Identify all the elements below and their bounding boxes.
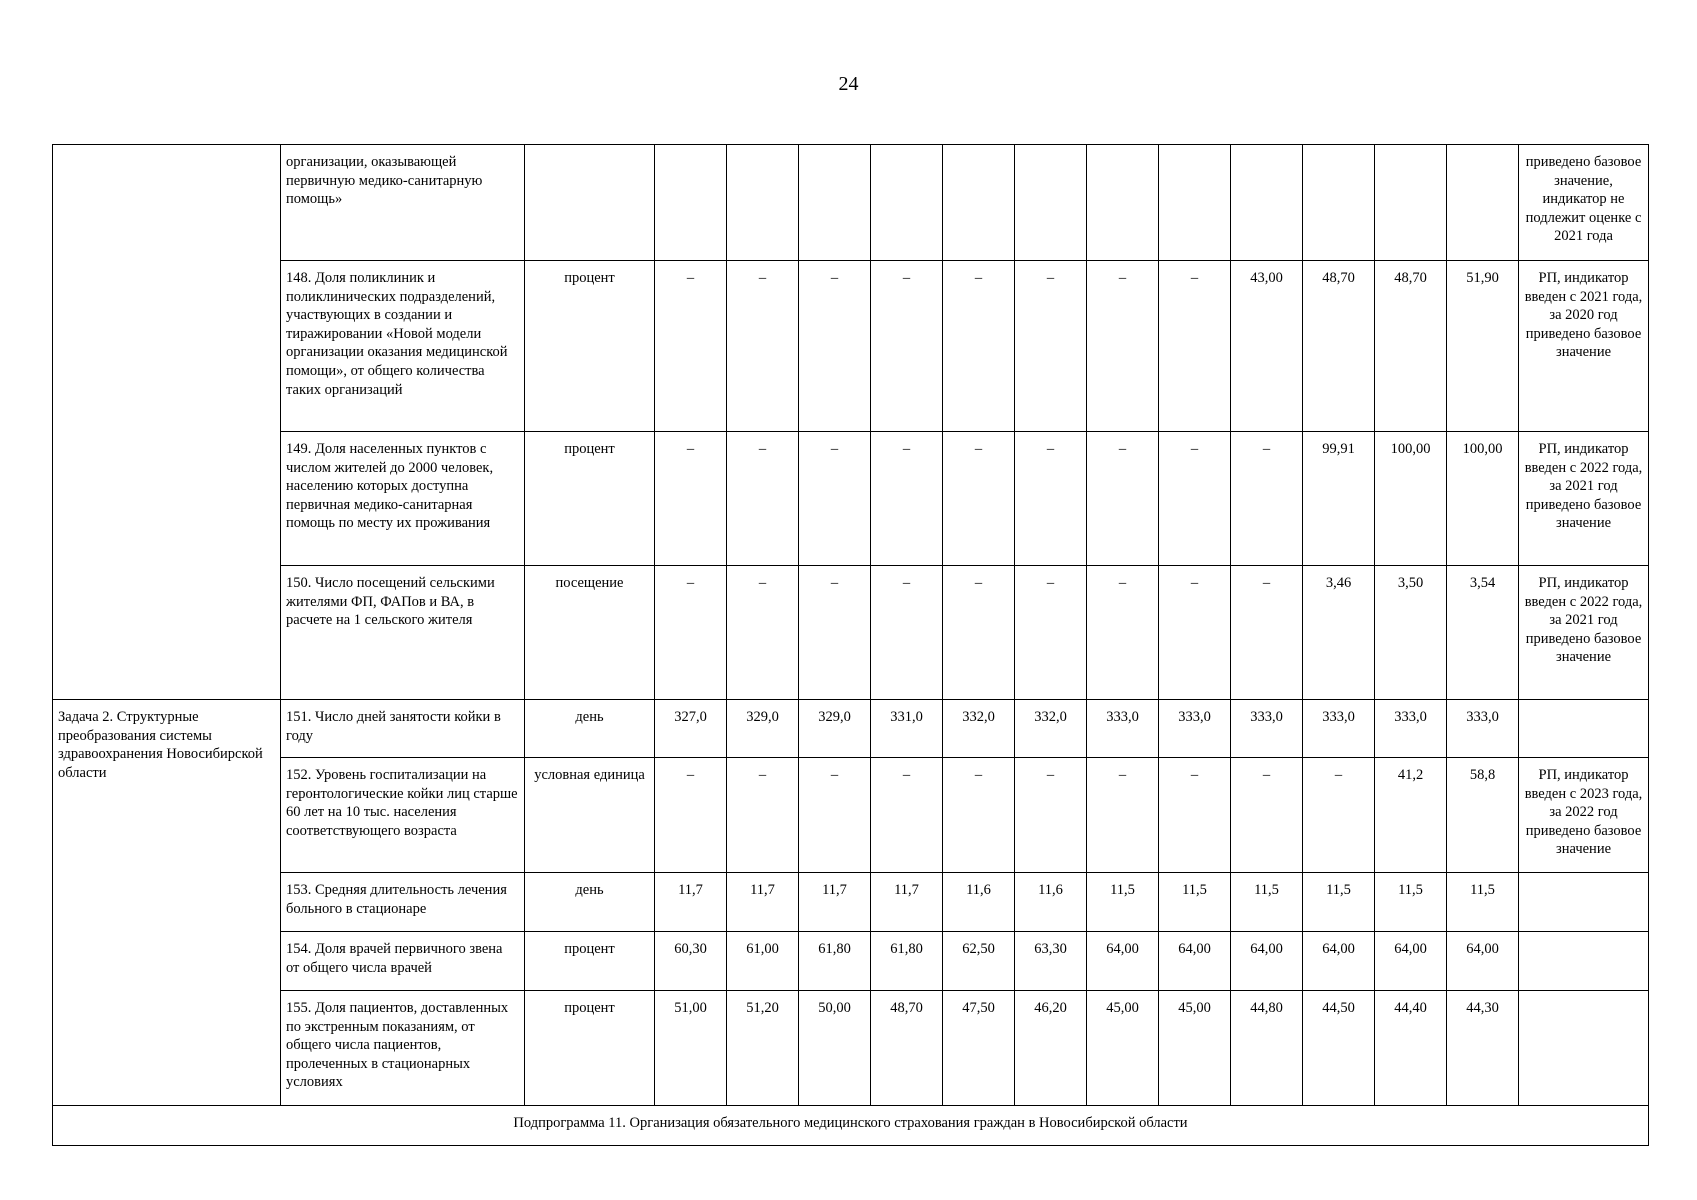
value-cell: 333,0 — [1087, 700, 1159, 758]
unit-cell: процент — [525, 932, 655, 991]
value-cell: 61,00 — [727, 932, 799, 991]
value-cell: 43,00 — [1231, 261, 1303, 432]
value-cell: – — [1231, 758, 1303, 873]
value-cell: – — [943, 758, 1015, 873]
value-cell: 11,6 — [1015, 873, 1087, 932]
value-cell: – — [1303, 758, 1375, 873]
value-cell: 11,5 — [1159, 873, 1231, 932]
value-cell: 48,70 — [871, 991, 943, 1106]
table-row — [53, 932, 1649, 991]
value-cell: 48,70 — [1303, 261, 1375, 432]
value-cell: 45,00 — [1159, 991, 1231, 1106]
value-cell: – — [871, 432, 943, 566]
page-number: 24 — [838, 73, 859, 95]
indicator-cell: 155. Доля пациентов, доставленных по экстренным показаниям, от общего числа пациентов, пролеченных в стационарных условиях — [281, 991, 525, 1106]
value-cell: – — [1159, 566, 1231, 700]
value-cell: 11,7 — [655, 873, 727, 932]
value-cell: 329,0 — [799, 700, 871, 758]
value-cell: – — [1015, 432, 1087, 566]
value-cell: 64,00 — [1087, 932, 1159, 991]
value-cell: 3,50 — [1375, 566, 1447, 700]
value-cell: 50,00 — [799, 991, 871, 1106]
table-row — [53, 991, 1649, 1106]
value-cell: – — [1015, 758, 1087, 873]
value-cell: 11,5 — [1375, 873, 1447, 932]
value-cell: 333,0 — [1303, 700, 1375, 758]
note-cell: РП, индикатор введен с 2022 года, за 2021 год приведено базовое значение — [1519, 566, 1649, 700]
note-cell — [1519, 991, 1649, 1106]
task-cell-empty — [53, 145, 281, 700]
value-cell: 64,00 — [1447, 932, 1519, 991]
value-cell: 51,90 — [1447, 261, 1519, 432]
value-cell: 100,00 — [1375, 432, 1447, 566]
value-cell: 333,0 — [1447, 700, 1519, 758]
value-cell: 62,50 — [943, 932, 1015, 991]
indicator-cell: 152. Уровень госпитализации на геронтологические койки лиц старше 60 лет на 10 тыс. населения соответствующего возраста — [281, 758, 525, 873]
indicators-table — [52, 144, 1649, 1146]
value-cell: 44,40 — [1375, 991, 1447, 1106]
value-cell: – — [1087, 261, 1159, 432]
table-row — [53, 261, 1649, 432]
value-cell: – — [1087, 758, 1159, 873]
value-cell: – — [799, 758, 871, 873]
value-cell: 11,6 — [943, 873, 1015, 932]
value-cell — [1375, 145, 1447, 261]
value-cell: – — [799, 566, 871, 700]
value-cell — [871, 145, 943, 261]
value-cell: 100,00 — [1447, 432, 1519, 566]
indicator-cell: 153. Средняя длительность лечения больного в стационаре — [281, 873, 525, 932]
indicator-cell: 148. Доля поликлиник и поликлинических подразделений, участвующих в создании и тиражировании «Новой модели организации оказания медицинской помощи», от общего количества таких организаций — [281, 261, 525, 432]
value-cell — [799, 145, 871, 261]
note-cell: приведено базовое значение, индикатор не подлежит оценке с 2021 года — [1519, 145, 1649, 261]
value-cell: 333,0 — [1231, 700, 1303, 758]
unit-cell: процент — [525, 991, 655, 1106]
value-cell: – — [1087, 566, 1159, 700]
unit-cell: процент — [525, 432, 655, 566]
value-cell: 60,30 — [655, 932, 727, 991]
value-cell: – — [871, 758, 943, 873]
unit-cell: посещение — [525, 566, 655, 700]
task-2-cell: Задача 2. Структурные преобразования системы здравоохранения Новосибирской области — [53, 700, 281, 1106]
value-cell: 11,5 — [1303, 873, 1375, 932]
note-cell: РП, индикатор введен с 2023 года, за 2022 год приведено базовое значение — [1519, 758, 1649, 873]
note-cell — [1519, 932, 1649, 991]
value-cell: 44,50 — [1303, 991, 1375, 1106]
value-cell — [1231, 145, 1303, 261]
value-cell: 64,00 — [1375, 932, 1447, 991]
value-cell: – — [655, 758, 727, 873]
value-cell — [1447, 145, 1519, 261]
value-cell: – — [1159, 758, 1231, 873]
value-cell: – — [943, 432, 1015, 566]
indicator-cell: 151. Число дней занятости койки в году — [281, 700, 525, 758]
value-cell: – — [1231, 566, 1303, 700]
value-cell: – — [655, 432, 727, 566]
value-cell — [1015, 145, 1087, 261]
value-cell: – — [727, 261, 799, 432]
unit-cell: условная единица — [525, 758, 655, 873]
value-cell: 64,00 — [1303, 932, 1375, 991]
value-cell: 61,80 — [871, 932, 943, 991]
table-row — [53, 873, 1649, 932]
value-cell: 3,54 — [1447, 566, 1519, 700]
table-row — [53, 432, 1649, 566]
unit-cell — [525, 145, 655, 261]
value-cell: 63,30 — [1015, 932, 1087, 991]
subprogram-title: Подпрограмма 11. Организация обязательного медицинского страхования граждан в Новосибирской области — [53, 1106, 1649, 1146]
value-cell: 11,5 — [1447, 873, 1519, 932]
value-cell: 11,5 — [1231, 873, 1303, 932]
value-cell: – — [1015, 261, 1087, 432]
value-cell: 332,0 — [1015, 700, 1087, 758]
value-cell: 44,80 — [1231, 991, 1303, 1106]
value-cell: 41,2 — [1375, 758, 1447, 873]
value-cell: – — [1231, 432, 1303, 566]
unit-cell: день — [525, 700, 655, 758]
value-cell: 332,0 — [943, 700, 1015, 758]
note-cell — [1519, 873, 1649, 932]
note-cell: РП, индикатор введен с 2022 года, за 2021 год приведено базовое значение — [1519, 432, 1649, 566]
unit-cell: процент — [525, 261, 655, 432]
unit-cell: день — [525, 873, 655, 932]
value-cell: – — [1159, 432, 1231, 566]
value-cell: 331,0 — [871, 700, 943, 758]
value-cell: – — [655, 566, 727, 700]
value-cell: – — [655, 261, 727, 432]
value-cell: – — [727, 758, 799, 873]
note-cell — [1519, 700, 1649, 758]
indicator-cell: 149. Доля населенных пунктов с числом жителей до 2000 человек, населению которых доступна первичная медико-санитарная помощь по месту их проживания — [281, 432, 525, 566]
value-cell: 333,0 — [1375, 700, 1447, 758]
value-cell: 58,8 — [1447, 758, 1519, 873]
indicator-cell: 154. Доля врачей первичного звена от общего числа врачей — [281, 932, 525, 991]
value-cell: – — [727, 432, 799, 566]
value-cell: 11,7 — [871, 873, 943, 932]
value-cell — [943, 145, 1015, 261]
value-cell: – — [943, 261, 1015, 432]
value-cell: 11,7 — [799, 873, 871, 932]
value-cell — [727, 145, 799, 261]
indicator-cell: организации, оказывающей первичную медико-санитарную помощь» — [281, 145, 525, 261]
table-row — [53, 145, 1649, 261]
value-cell — [1303, 145, 1375, 261]
value-cell: 47,50 — [943, 991, 1015, 1106]
value-cell: 48,70 — [1375, 261, 1447, 432]
value-cell: – — [1015, 566, 1087, 700]
table-row — [53, 566, 1649, 700]
table-body — [53, 145, 1649, 1146]
note-cell: РП, индикатор введен с 2021 года, за 2020 год приведено базовое значение — [1519, 261, 1649, 432]
value-cell: 61,80 — [799, 932, 871, 991]
value-cell: 45,00 — [1087, 991, 1159, 1106]
table-row — [53, 758, 1649, 873]
value-cell: 46,20 — [1015, 991, 1087, 1106]
value-cell: – — [871, 566, 943, 700]
value-cell: 51,20 — [727, 991, 799, 1106]
value-cell: – — [799, 261, 871, 432]
value-cell: – — [799, 432, 871, 566]
value-cell: 11,5 — [1087, 873, 1159, 932]
value-cell: 11,7 — [727, 873, 799, 932]
value-cell: 44,30 — [1447, 991, 1519, 1106]
value-cell: – — [943, 566, 1015, 700]
value-cell: – — [1159, 261, 1231, 432]
value-cell — [1159, 145, 1231, 261]
value-cell: 327,0 — [655, 700, 727, 758]
value-cell: 99,91 — [1303, 432, 1375, 566]
value-cell — [655, 145, 727, 261]
value-cell: 329,0 — [727, 700, 799, 758]
table-row — [53, 700, 1649, 758]
value-cell: 333,0 — [1159, 700, 1231, 758]
value-cell: – — [1087, 432, 1159, 566]
value-cell: 51,00 — [655, 991, 727, 1106]
subprogram-row — [53, 1106, 1649, 1146]
value-cell: 64,00 — [1159, 932, 1231, 991]
value-cell: – — [871, 261, 943, 432]
value-cell: 64,00 — [1231, 932, 1303, 991]
value-cell: – — [727, 566, 799, 700]
indicator-cell: 150. Число посещений сельскими жителями ФП, ФАПов и ВА, в расчете на 1 сельского жителя — [281, 566, 525, 700]
value-cell — [1087, 145, 1159, 261]
value-cell: 3,46 — [1303, 566, 1375, 700]
